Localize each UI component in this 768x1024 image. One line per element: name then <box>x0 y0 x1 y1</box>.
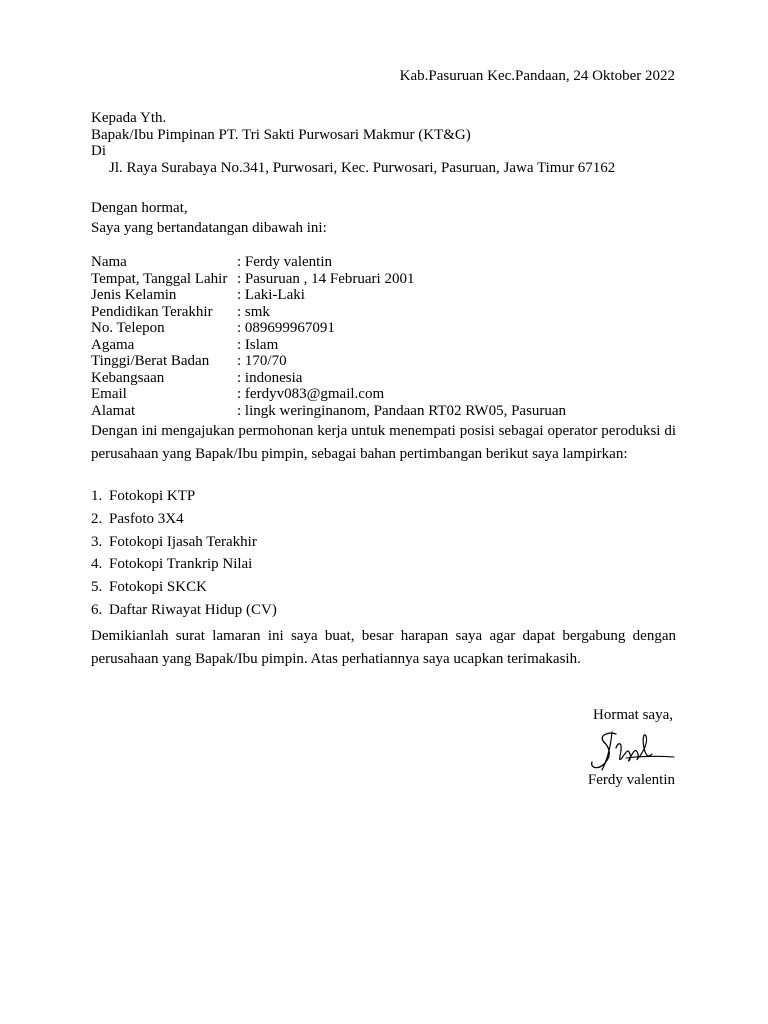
data-value: : smk <box>237 303 270 320</box>
recipient-salutation: Kepada Yth. <box>91 110 167 126</box>
data-value: : Islam <box>237 336 279 353</box>
data-label: Email <box>91 386 127 402</box>
list-number: 4. <box>91 556 103 573</box>
data-value: : indonesia <box>237 369 303 386</box>
data-value: : Pasuruan , 14 Februari 2001 <box>237 270 415 287</box>
data-row <box>91 287 566 304</box>
list-item <box>91 553 277 576</box>
personal-data-table <box>91 254 566 419</box>
data-row <box>91 337 566 354</box>
data-label: Tinggi/Berat Badan <box>91 353 210 369</box>
application-paragraph: Dengan ini mengajukan permohonan kerja untuk menempati posisi sebagai operator peroduksi di perusahaan yang Bapak/Ibu pimpin, sebagai bahan pertimbangan berikut saya lampirkan: <box>91 423 676 462</box>
list-item <box>91 599 277 622</box>
closing-paragraph: Demikianlah surat lamaran ini saya buat, besar harapan saya agar dapat bergabung dengan perusahaan yang Bapak/Ibu pimpin. Atas perhatiannya saya ucapkan terimakasih. <box>91 628 676 667</box>
data-row <box>91 386 566 403</box>
recipient-company: Bapak/Ibu Pimpinan PT. Tri Sakti Purwosari Makmur (KT&G) <box>91 126 471 143</box>
recipient-address: Jl. Raya Surabaya No.341, Purwosari, Kec. Purwosari, Pasuruan, Jawa Timur 67162 <box>109 159 616 176</box>
data-label: Tempat, Tanggal Lahir <box>91 270 228 287</box>
data-label: Agama <box>91 336 135 353</box>
list-number: 2. <box>91 510 103 527</box>
data-value: : Ferdy valentin <box>237 254 332 270</box>
closing-salutation: Hormat saya, <box>593 707 673 723</box>
data-label: Kebangsaan <box>91 369 165 386</box>
data-value: : 089699967091 <box>237 320 335 336</box>
data-label: No. Telepon <box>91 320 165 336</box>
list-number: 3. <box>91 533 103 550</box>
list-number: 5. <box>91 579 103 596</box>
list-item <box>91 576 277 599</box>
list-item <box>91 485 277 508</box>
data-label: Nama <box>91 254 127 270</box>
list-text: Fotokopi SKCK <box>109 579 207 596</box>
signature-image <box>586 728 676 774</box>
data-label: Alamat <box>91 402 136 419</box>
greeting: Dengan hormat, <box>91 200 188 216</box>
list-text: Daftar Riwayat Hidup (CV) <box>109 601 277 618</box>
date-line: Kab.Pasuruan Kec.Pandaan, 24 Oktober 2022 <box>399 68 675 84</box>
list-text: Fotokopi Ijasah Terakhir <box>109 533 257 550</box>
attachment-list <box>91 485 277 622</box>
recipient-di: Di <box>91 143 106 159</box>
data-label: Pendidikan Terakhir <box>91 303 213 320</box>
data-row <box>91 403 566 420</box>
data-row <box>91 254 566 271</box>
data-row <box>91 271 566 288</box>
data-row <box>91 370 566 387</box>
data-value: : ferdyv083@gmail.com <box>237 386 385 402</box>
data-row <box>91 304 566 321</box>
data-label: Jenis Kelamin <box>91 287 177 303</box>
recipient-block <box>91 110 615 176</box>
list-number: 6. <box>91 601 103 618</box>
data-row <box>91 353 566 370</box>
signer-name: Ferdy valentin <box>587 772 675 788</box>
list-item <box>91 531 277 554</box>
list-item <box>91 508 277 531</box>
data-value: : lingk weringinanom, Pandaan RT02 RW05, Pasuruan <box>237 402 567 419</box>
data-value: : 170/70 <box>237 353 287 369</box>
list-text: Pasfoto 3X4 <box>109 510 184 527</box>
list-number: 1. <box>91 488 103 504</box>
list-text: Fotokopi KTP <box>109 488 196 504</box>
list-text: Fotokopi Trankrip Nilai <box>109 556 253 573</box>
data-value: : Laki-Laki <box>237 287 305 303</box>
data-row <box>91 320 566 337</box>
intro-line: Saya yang bertandatangan dibawah ini: <box>91 220 327 236</box>
